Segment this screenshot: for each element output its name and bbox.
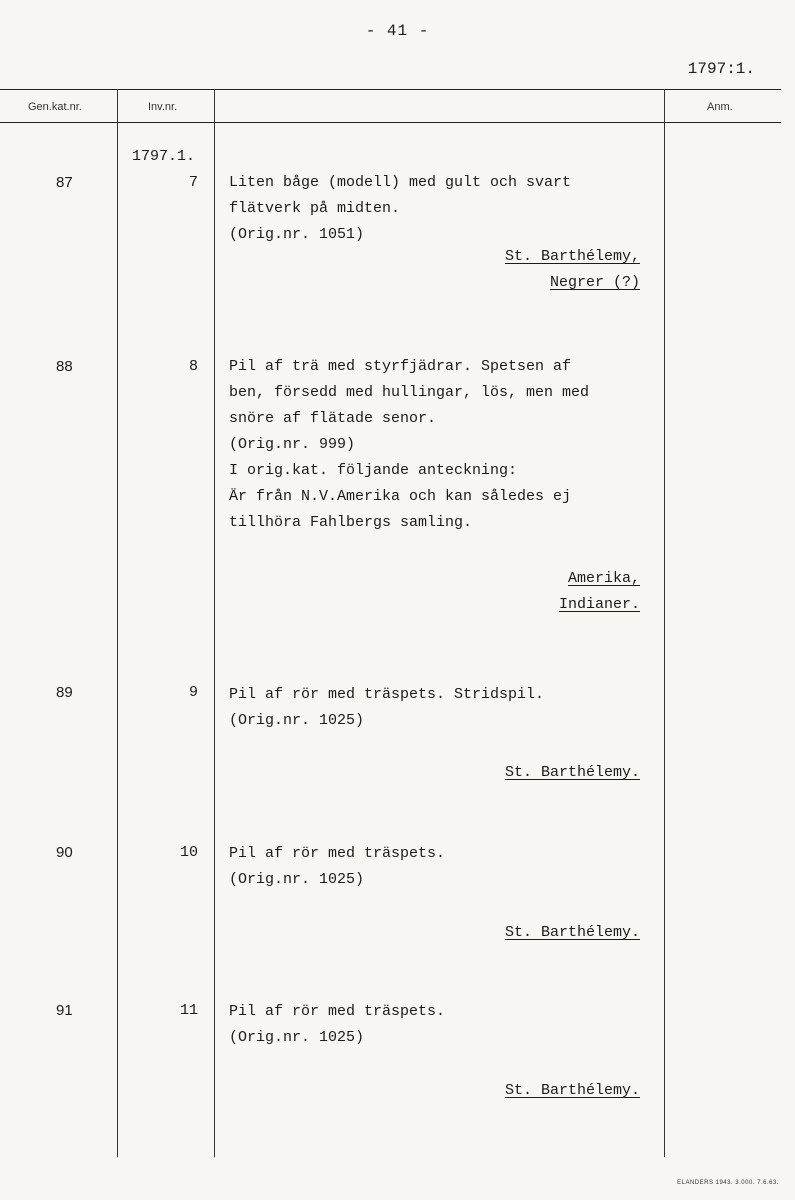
catalog-entry [229,682,649,734]
catalog-entry [229,170,649,248]
origin-tag: St. Barthélemy. [504,924,640,941]
catalog-entry [229,354,649,536]
origin-tag: St. Barthélemy. [504,1082,640,1099]
inv-number: 11 [179,1002,198,1019]
entry-line: Liten båge (modell) med gult och svart [229,174,572,191]
column-divider-inv-text [214,89,215,1157]
entry-line: Är från N.V.Amerika och kan således ej [229,488,572,505]
inv-number: 9 [188,684,198,701]
entry-line: snöre af flätade senor. [229,410,437,427]
entry-line: tillhöra Fahlbergs samling. [229,514,473,531]
catalog-entry [229,999,649,1051]
entry-line: Pil af rör med träspets. [229,1003,446,1020]
column-header-anm: Anm. [707,101,733,113]
origin-tag: Amerika, [567,570,640,587]
gen-kat-number: 89 [56,684,73,701]
entry-line: I orig.kat. följande anteckning: [229,462,518,479]
people-tag: Indianer. [558,596,640,613]
gen-kat-number: 87 [56,174,73,191]
column-header-gen-kat: Gen.kat.nr. [28,101,82,113]
entry-line: flätverk på midten. [229,200,401,217]
entry-line: (Orig.nr. 1025) [229,1029,365,1046]
entry-line: (Orig.nr. 1025) [229,712,365,729]
gen-kat-number: 90 [56,844,73,861]
gen-kat-number: 88 [56,358,73,375]
entry-line: (Orig.nr. 1025) [229,871,365,888]
column-header-inv: Inv.nr. [148,101,178,113]
column-divider-text-anm [664,89,665,1157]
entry-line: (Orig.nr. 999) [229,436,356,453]
inv-number: 10 [179,844,198,861]
catalog-reference-number: 1797:1. [687,60,755,78]
catalog-entry [229,841,649,893]
entry-line: Pil af trä med styrfjädrar. Spetsen af [229,358,572,375]
printer-mark: ELANDERS 1943. 3.000. 7.6.63. [677,1180,779,1186]
entry-line: (Orig.nr. 1051) [229,226,365,243]
people-tag: Negrer (?) [549,274,640,291]
entry-line: ben, försedd med hullingar, lös, men med [229,384,590,401]
gen-kat-number: 91 [56,1002,73,1019]
inv-number: 7 [188,174,198,191]
entry-line: Pil af rör med träspets. [229,845,446,862]
column-divider-gen-inv [117,89,118,1157]
inventory-series: 1797.1. [132,148,196,165]
origin-tag: St. Barthélemy. [504,764,640,781]
inv-number: 8 [188,358,198,375]
entry-line: Pil af rör med träspets. Stridspil. [229,686,545,703]
origin-tag: St. Barthélemy, [504,248,640,265]
page-number: - 41 - [365,22,430,40]
